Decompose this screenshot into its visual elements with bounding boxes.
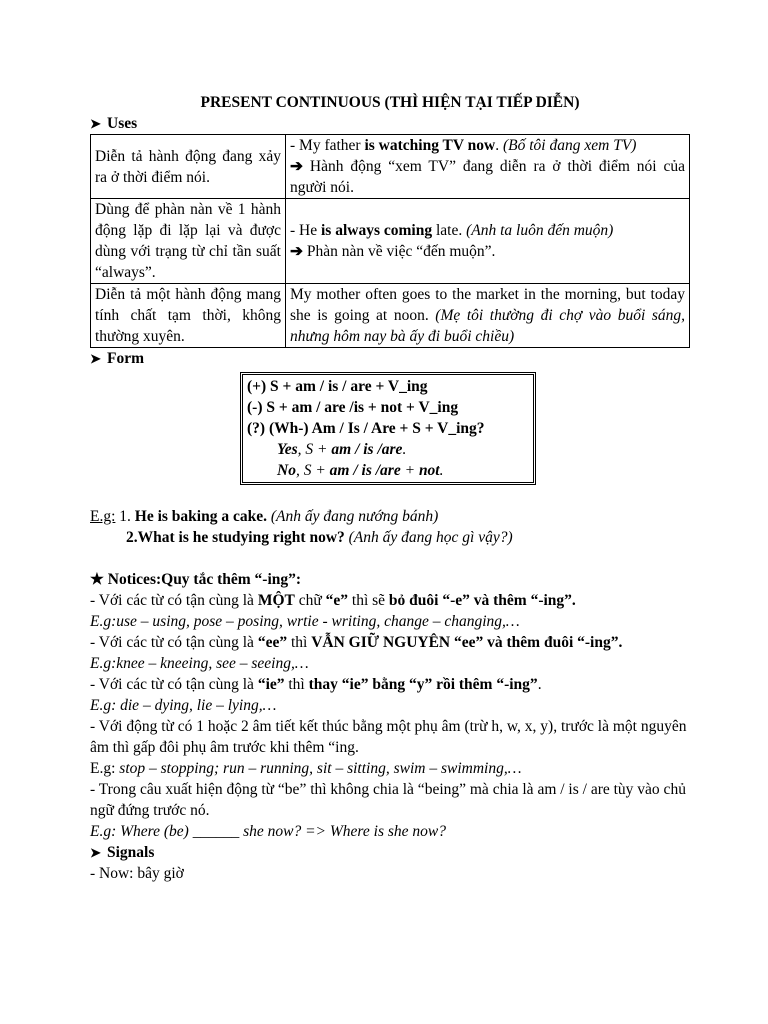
answer-verb: am / is /are (331, 441, 403, 458)
formula-answer-yes (247, 439, 529, 460)
rule-text: chữ (294, 592, 326, 609)
example-text: - My father (290, 137, 365, 154)
rule-text: - Với các từ có tận cùng là (90, 592, 258, 609)
rule-4: - Với động từ có 1 hoặc 2 âm tiết kết thúc bằng một phụ âm (trừ h, w, x, y), trước là một nguyên âm thì gấp đôi phụ âm trước khi thêm “ing. (90, 718, 687, 756)
answer-not: not (418, 462, 440, 479)
rule-1 (90, 590, 690, 611)
formula-box (240, 372, 536, 485)
rule-5-example (90, 821, 690, 842)
rule-example-label: E.g: (90, 760, 120, 777)
use-description: Dùng để phàn nàn về 1 hành động lặp đi lặp lại và được dùng với trạng từ chỉ tần suất “always”. (91, 199, 286, 284)
example-text: - He (290, 222, 321, 239)
rule-text: - Với các từ có tận cùng là (90, 676, 258, 693)
answer-text: , S + (297, 441, 332, 458)
example-sentence: 2.What is he studying right now? (126, 529, 345, 546)
example-explanation: Hành động “xem TV” đang diễn ra ở thời điểm nói của người nói. (290, 158, 685, 196)
rule-emphasis: MỘT (257, 592, 295, 609)
answer-text: . (402, 441, 407, 458)
rule-text: thì (284, 676, 309, 693)
example-verb: is watching TV now (364, 137, 496, 154)
example-verb: is always coming (321, 222, 433, 239)
arrow-bullet-icon: ➤ (90, 351, 101, 366)
page-title: PRESENT CONTINUOUS (THÌ HIỆN TẠI TIẾP DIỄN) (200, 94, 580, 111)
rule-emphasis: “e” (325, 592, 349, 609)
right-arrow-icon: ➔ (290, 243, 307, 260)
example-number: 1. (115, 508, 135, 525)
rule-text: . (537, 676, 542, 693)
answer-verb: am / is /are (329, 462, 401, 479)
use-example (286, 199, 690, 284)
example-text: My mother often goes to the market in the morning, but today she is going at noon. (290, 286, 685, 324)
example-explanation: Phàn nàn về việc “đến muộn”. (306, 243, 496, 260)
signals-heading-label: Signals (107, 844, 155, 861)
document-page (90, 92, 690, 884)
rule-emphasis: VẪN GIỮ NGUYÊN “ee” và thêm đuôi “-ing”. (311, 634, 623, 651)
rule-example-text: E.g:knee – kneeing, see – seeing,… (90, 655, 309, 672)
formula-positive: (+) S + am / is / are + V_ing (247, 378, 428, 395)
example-label: E.g: (90, 508, 116, 525)
signal-item: - Now: bây giờ (90, 865, 184, 882)
rule-emphasis: thay “ie” bằng “y” rồi thêm “-ing” (308, 676, 538, 693)
notices-heading: ★ Notices:Quy tắc thêm “-ing”: (90, 571, 302, 588)
rule-2 (90, 632, 690, 653)
rule-example-text: stop – stopping; run – running, sit – sitting, swim – swimming,… (119, 760, 522, 777)
rule-3 (90, 674, 690, 695)
rule-text: thì sẽ (348, 592, 389, 609)
use-description: Diễn tả hành động đang xảy ra ở thời điểm nói. (91, 135, 286, 199)
rule-5: - Trong câu xuất hiện động từ “be” thì không chia là “being” mà chia là am / is / are tùy vào chủ ngữ đứng trước nó. (90, 781, 686, 819)
rule-1-example (90, 611, 690, 632)
answer-yes-word: Yes (277, 441, 298, 458)
rule-example-text: E.g: Where (be) ______ she now? => Where is she now? (90, 823, 446, 840)
use-example (286, 284, 690, 348)
arrow-bullet-icon: ➤ (90, 845, 101, 860)
example-translation: (Anh ấy đang nướng bánh) (266, 508, 439, 525)
answer-text: . (439, 462, 444, 479)
uses-heading-label: Uses (107, 115, 138, 132)
answer-text: + (400, 462, 419, 479)
rule-4-example (90, 758, 690, 779)
formula-negative: (-) S + am / are /is + not + V_ing (247, 399, 459, 416)
uses-table (90, 134, 690, 348)
answer-text: , S + (295, 462, 330, 479)
arrow-bullet-icon: ➤ (90, 116, 101, 131)
example-translation: (Anh ta luôn đến muộn) (466, 222, 614, 239)
rule-emphasis: bỏ đuôi “-e” và thêm “-ing”. (388, 592, 576, 609)
right-arrow-icon: ➔ (290, 158, 310, 175)
form-heading (90, 348, 690, 369)
use-example (286, 135, 690, 199)
example-text: late. (432, 222, 467, 239)
example-translation: (Mẹ tôi thường đi chợ vào buổi sáng, nhưng hôm nay bà ấy đi buổi chiều) (290, 307, 685, 345)
use-description: Diễn tả một hành động mang tính chất tạm thời, không thường xuyên. (91, 284, 286, 348)
table-row (91, 199, 690, 284)
formula-question: (?) (Wh-) Am / Is / Are + S + V_ing? (247, 420, 485, 437)
rule-3-example (90, 695, 690, 716)
example-text: . (495, 137, 503, 154)
rule-emphasis: “ie” (257, 676, 285, 693)
formula-answer-no (247, 460, 529, 481)
example-line-2 (90, 527, 690, 548)
rule-text: thì (287, 634, 312, 651)
rule-example-text: E.g:use – using, pose – posing, wrtie - writing, change – changing,… (90, 613, 520, 630)
table-row (91, 135, 690, 199)
uses-heading (90, 113, 690, 134)
rule-2-example (90, 653, 690, 674)
example-sentence: He is baking a cake. (134, 508, 267, 525)
answer-no-word: No (277, 462, 296, 479)
rule-example-text: E.g: die – dying, lie – lying,… (90, 697, 277, 714)
example-translation: (Bố tôi đang xem TV) (503, 137, 637, 154)
form-heading-label: Form (107, 350, 145, 367)
example-line-1 (90, 506, 690, 527)
rule-emphasis: “ee” (257, 634, 288, 651)
example-translation: (Anh ấy đang học gì vậy?) (344, 529, 513, 546)
rule-text: - Với các từ có tận cùng là (90, 634, 258, 651)
signals-heading (90, 842, 690, 863)
table-row (91, 284, 690, 348)
